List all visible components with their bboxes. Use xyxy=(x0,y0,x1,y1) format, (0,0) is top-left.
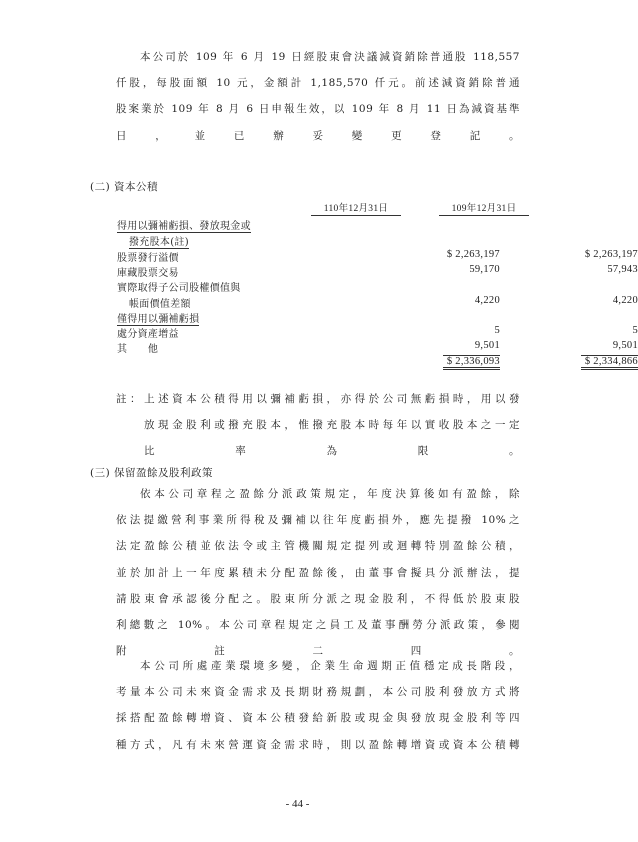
column-header-2021: 110年12月31日 xyxy=(311,200,401,216)
value-2021: 5 xyxy=(494,325,500,336)
table-row xyxy=(117,310,557,325)
total-row xyxy=(117,355,638,370)
section-heading: (三) 保留盈餘及股利政策 xyxy=(90,467,214,479)
row-label: 僅得用以彌補虧損 xyxy=(117,310,199,326)
value-2021: 9,501 xyxy=(474,340,500,351)
row-label: 處分資產增益 xyxy=(117,329,179,340)
page-number: - 44 - xyxy=(285,798,310,810)
table-row xyxy=(117,325,638,340)
table-row xyxy=(117,279,557,294)
row-label: 實際取得子公司股權價值與 xyxy=(117,283,241,294)
row-label: 帳面價值差額 xyxy=(129,299,191,310)
value-2021: 59,170 xyxy=(469,264,500,275)
value-2021: 4,220 xyxy=(474,295,500,306)
dividend-policy-paragraph xyxy=(116,481,520,664)
text-line: 仟股，每股面額 10 元，金額計 1,185,570 仟元。前述減資銷除普通 xyxy=(116,77,520,90)
text-line: 放現金股利或撥充股本，惟撥充股本時每年以實收股本之一定 xyxy=(144,419,520,432)
row-label: 得用以彌補虧損、發放現金或 xyxy=(117,217,251,233)
value-2020: 9,501 xyxy=(612,340,638,351)
text-line: 採搭配盈餘轉增資、資本公積發給新股或現金與發放現金股利等四 xyxy=(116,712,520,725)
table-row xyxy=(117,264,638,279)
table-row xyxy=(117,233,557,248)
total-2021: $ 2,336,093 xyxy=(443,355,500,370)
table-row xyxy=(117,249,638,264)
value-2020: 5 xyxy=(632,325,638,336)
capital-surplus-note xyxy=(116,386,520,465)
value-2020: $ 2,263,197 xyxy=(584,249,638,260)
text-line: 日，並已辦妥變更登記。 xyxy=(116,129,520,142)
capital-surplus-table xyxy=(117,200,638,370)
text-line: 依法提繳營利事業所得稅及彌補以往年度虧損外，應先提撥 10%之 xyxy=(116,514,520,527)
total-2020: $ 2,334,866 xyxy=(581,355,638,370)
value-2021: $ 2,263,197 xyxy=(446,249,500,260)
table-row xyxy=(117,295,638,310)
value-2020: 57,943 xyxy=(607,264,638,275)
text-line: 股案業於 109 年 8 月 6 日申報生效，以 109 年 8 月 11 日為減資基準 xyxy=(116,103,520,116)
text-line: 比率為限。 xyxy=(144,445,520,458)
row-label: 其 他 xyxy=(117,344,159,355)
text-line: 本公司所處產業環境多變，企業生命週期正值穩定成長階段， xyxy=(140,660,520,672)
text-line: 種方式，凡有未來營運資金需求時，則以盈餘轉增資或資本公積轉 xyxy=(116,738,520,751)
value-2020: 4,220 xyxy=(612,295,638,306)
text-line: 依本公司章程之盈餘分派政策規定，年度決算後如有盈餘，除 xyxy=(140,488,520,500)
industry-environment-paragraph xyxy=(116,653,520,758)
column-header-2020: 109年12月31日 xyxy=(439,200,529,216)
text-line: 本公司於 109 年 6 月 19 日經股東會決議減資銷除普通股 118,557 xyxy=(140,51,520,63)
text-line: 法定盈餘公積並依法令或主管機關規定提列或迴轉特別盈餘公積， xyxy=(116,540,520,553)
text-line: 考量本公司未來資金需求及長期財務規劃，本公司股利發放方式將 xyxy=(116,686,520,699)
row-label: 撥充股本(註) xyxy=(129,233,189,249)
text-line: 附註二四。 xyxy=(116,645,520,658)
text-line: 並於加計上一年度累積未分配盈餘後，由董事會擬具分派辦法，提 xyxy=(116,566,520,579)
row-label: 股票發行溢價 xyxy=(117,253,179,264)
row-label: 庫藏股票交易 xyxy=(117,268,179,279)
text-line: 利總數之 10%。本公司章程規定之員工及董事酬勞分派政策，參閱 xyxy=(116,618,520,631)
section-heading: (二) 資本公積 xyxy=(90,181,159,193)
text-line: 請股東會承認後分配之。股東所分派之現金股利，不得低於股東股 xyxy=(116,592,520,605)
table-row xyxy=(117,217,557,232)
table-row xyxy=(117,340,638,355)
text-line: 註：上述資本公積得用以彌補虧損，亦得於公司無虧損時，用以發 xyxy=(116,393,520,405)
intro-paragraph xyxy=(116,44,520,149)
